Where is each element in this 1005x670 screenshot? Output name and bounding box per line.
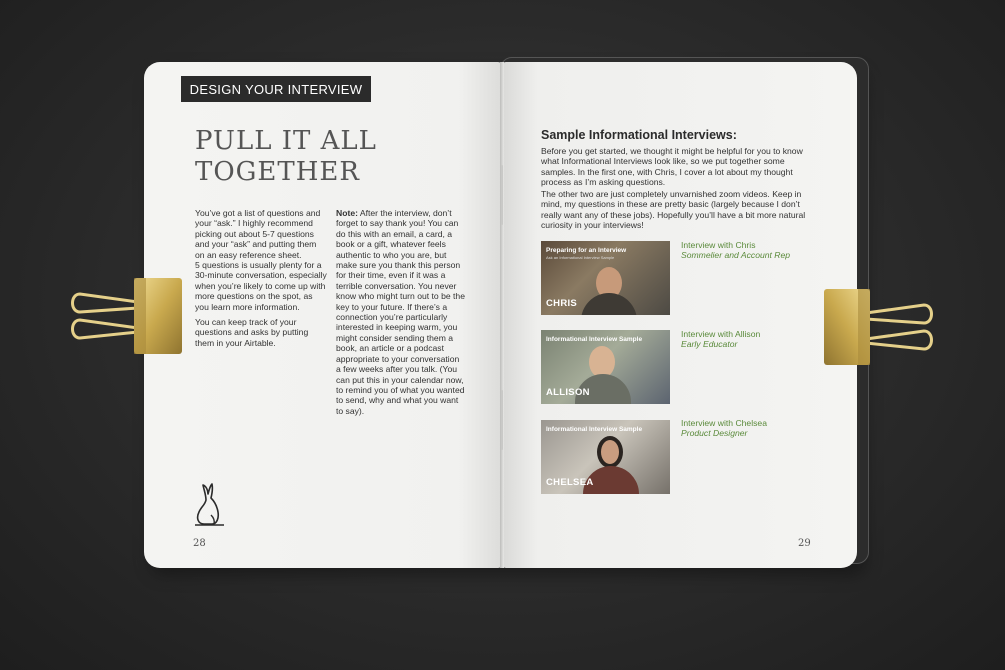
video-caption-chris[interactable] [681, 240, 790, 261]
thumbnail-subheader: Ask an Informational Interview Sample [546, 255, 615, 260]
spine-stitch [501, 165, 503, 225]
binder-clip-right [820, 285, 936, 371]
caption-role: Product Designer [681, 428, 748, 439]
intro-paragraph-1: Before you get started, we thought it might be helpful for you to know what Informational Interviews look like, so we put together some samples. In the first one, with Chris, I cover a lot about my thought process as I’m asking questions. [541, 146, 803, 188]
caption-role: Sommelier and Account Rep [681, 250, 791, 261]
video-thumbnail-chelsea[interactable] [541, 420, 670, 494]
paragraph: You’ve got a list of questions and your “ask.” I highly recommend picking out about 5-7 questions and your “ask” and putting them on an easy reference sheet. [195, 208, 321, 260]
book-spine [500, 62, 504, 568]
video-thumbnail-allison[interactable] [541, 330, 670, 404]
left-column [195, 208, 327, 353]
samples-title: Sample Informational Interviews: [541, 128, 737, 142]
caption-title: Interview with Allison [681, 329, 761, 339]
thumbnail-name: CHELSEA [546, 477, 594, 488]
page-number-right: 29 [798, 538, 811, 549]
note-label: Note: [336, 208, 358, 218]
thumbnail-name: ALLISON [546, 387, 590, 398]
paragraph: 5 questions is usually plenty for a 30-minute conversation, especially when you’re likely to come up with more questions on the spot, as you learn more information. [195, 260, 327, 312]
note-column [336, 208, 466, 421]
video-caption-chelsea[interactable] [681, 418, 767, 439]
thumbnail-header: Informational Interview Sample [546, 426, 643, 433]
caption-role: Early Educator [681, 339, 738, 350]
intro-paragraph-2: The other two are just completely unvarnished zoom videos. Keep in mind, my questions in these are pretty basic (largely because I don’t really want any of these jobs). Hopefully you’ll have a bit more natural curiosity in your interviews! [541, 189, 806, 231]
binder-clip-left [68, 272, 188, 360]
note-paragraph [336, 208, 466, 416]
note-text: After the interview, don’t forget to say thank you! You can do this with an email, a card, a book or a gift, whatever feels authentic to who you are, but make sure you thank this person for their time, even if it was a terrible conversation. You never know who might turn out to be the key to your future. If there’s a connection you’re particularly interested in keeping warm, you might consider sending them a book, an article or a podcast appropriate to your conversation a few weeks after you talk. (You can put this in your calendar now, to remind you of what you wanted to send, why and what you want to say). [336, 208, 465, 416]
person-figure [597, 436, 623, 468]
rabbit-icon [190, 480, 230, 530]
section-banner: DESIGN YOUR INTERVIEW [181, 76, 371, 102]
thumbnail-header: Preparing for an Interview [546, 247, 627, 254]
title-line-1: PULL IT ALL [195, 126, 377, 156]
page-number-left: 28 [193, 538, 206, 549]
page-title [195, 126, 455, 188]
caption-title: Interview with Chris [681, 240, 756, 250]
title-line-2: TOGETHER [195, 157, 360, 187]
thumbnail-header: Informational Interview Sample [546, 336, 643, 343]
caption-title: Interview with Chelsea [681, 418, 767, 428]
video-thumbnail-chris[interactable] [541, 241, 670, 315]
thumbnail-name: CHRIS [546, 298, 578, 309]
spine-stitch [501, 390, 503, 450]
video-caption-allison[interactable] [681, 329, 760, 350]
paragraph: You can keep track of your questions and asks by putting them in your Airtable. [195, 317, 309, 348]
